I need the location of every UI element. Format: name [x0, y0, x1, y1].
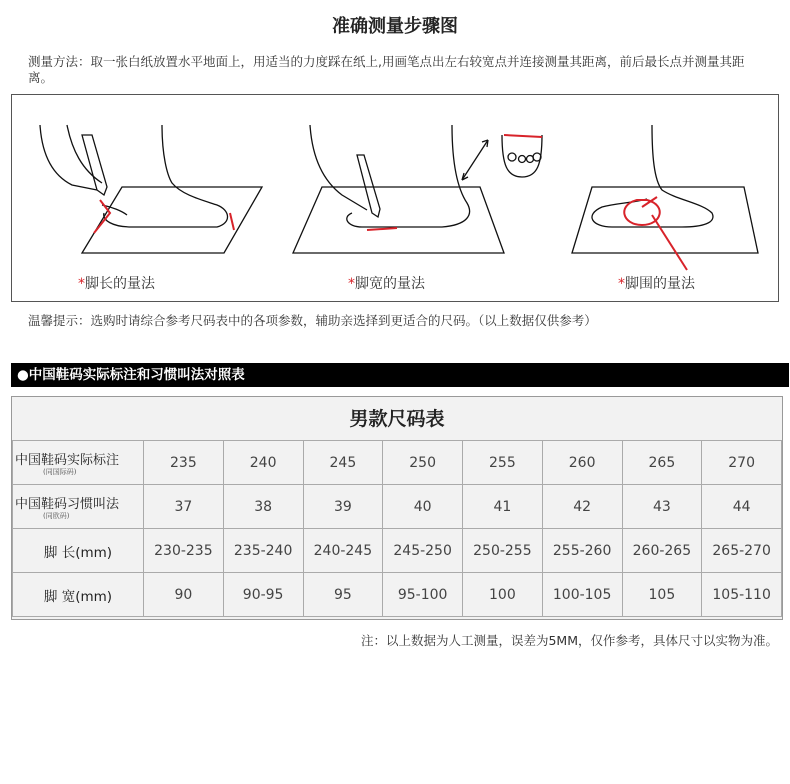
- table-cell: 39: [303, 485, 383, 529]
- row-header: 脚 长(mm): [13, 529, 144, 573]
- foot-drawings: [12, 95, 778, 301]
- table-cell: 42: [542, 485, 622, 529]
- foot-length-drawing: [40, 125, 262, 253]
- footnote: 注：以上数据为人工测量，误差为5MM，仅作参考，具体尺寸以实物为准。: [360, 633, 778, 648]
- size-table: [11, 396, 783, 620]
- table-row: [13, 529, 782, 573]
- table-cell: 255-260: [542, 529, 622, 573]
- table-cell: 245-250: [383, 529, 463, 573]
- table-cell: 240: [223, 441, 303, 485]
- table-cell: 37: [144, 485, 224, 529]
- size-grid: [12, 440, 782, 617]
- table-cell: 38: [223, 485, 303, 529]
- table-row: [13, 485, 782, 529]
- red-mark-toe-width: [504, 135, 542, 137]
- table-cell: 235-240: [223, 529, 303, 573]
- table-cell: 100: [463, 573, 543, 617]
- row-header: 中国鞋码实际标注 (同国际码): [13, 441, 144, 485]
- red-mark-heel: [230, 213, 234, 230]
- page-title: 准确测量步骤图: [332, 16, 458, 37]
- table-row: [13, 573, 782, 617]
- table-cell: 100-105: [542, 573, 622, 617]
- table-cell: 95: [303, 573, 383, 617]
- tip-text: 温馨提示：选购时请综合参考尺码表中的各项参数，辅助亲选择到更适合的尺码。（以上数据仅供参考）: [28, 313, 597, 328]
- table-cell: 40: [383, 485, 463, 529]
- table-cell: 105-110: [702, 573, 782, 617]
- table-cell: 95-100: [383, 573, 463, 617]
- table-cell: 250: [383, 441, 463, 485]
- table-cell: 260: [542, 441, 622, 485]
- table-cell: 230-235: [144, 529, 224, 573]
- measure-method-text: 测量方法：取一张白纸放置水平地面上，用适当的力度踩在纸上,用画笔点出左右较宽点并连接测量其距离，前后最长点并测量其距离。: [28, 54, 745, 85]
- table-cell: 255: [463, 441, 543, 485]
- row-header: 中国鞋码习惯叫法 (同欧码): [13, 485, 144, 529]
- table-cell: 265: [622, 441, 702, 485]
- table-cell: 235: [144, 441, 224, 485]
- red-mark-width: [367, 228, 397, 230]
- foot-width-drawing: [293, 125, 542, 253]
- row-header: 脚 宽(mm): [13, 573, 144, 617]
- table-cell: 43: [622, 485, 702, 529]
- red-girth-loop: [624, 200, 659, 225]
- table-cell: 260-265: [622, 529, 702, 573]
- caption-foot-length: *脚长的量法: [78, 276, 155, 292]
- table-cell: 90-95: [223, 573, 303, 617]
- table-cell: 44: [702, 485, 782, 529]
- caption-foot-girth: *脚围的量法: [618, 276, 695, 292]
- table-title: 男款尺码表: [12, 397, 782, 441]
- red-tape: [652, 215, 687, 270]
- table-row: [13, 441, 782, 485]
- table-cell: 240-245: [303, 529, 383, 573]
- table-cell: 270: [702, 441, 782, 485]
- table-cell: 90: [144, 573, 224, 617]
- table-cell: 41: [463, 485, 543, 529]
- section-bar: ●中国鞋码实际标注和习惯叫法对照表: [11, 363, 789, 387]
- table-cell: 245: [303, 441, 383, 485]
- caption-foot-width: *脚宽的量法: [348, 276, 425, 292]
- table-cell: 105: [622, 573, 702, 617]
- table-cell: 265-270: [702, 529, 782, 573]
- table-cell: 250-255: [463, 529, 543, 573]
- measurement-illustration: [11, 94, 779, 302]
